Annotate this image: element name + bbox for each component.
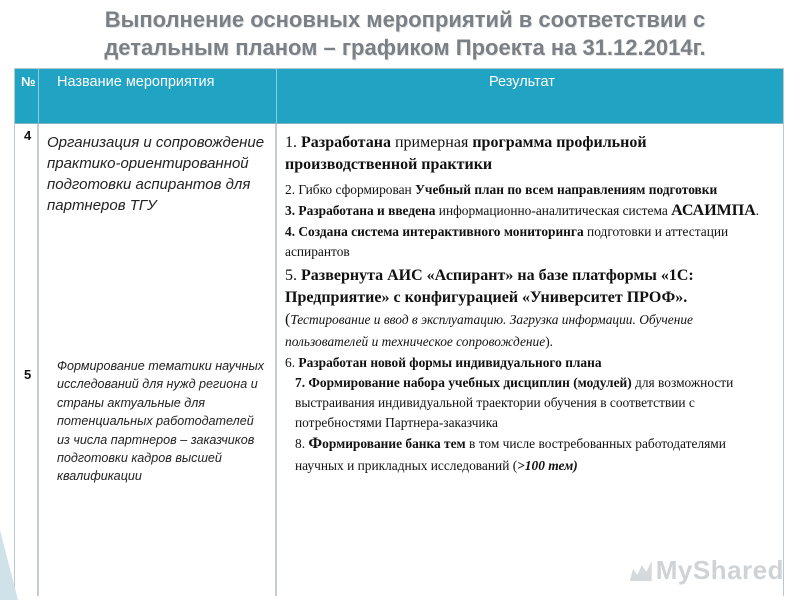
result-list xyxy=(285,132,775,477)
result-item-6: 6. Разработан новой формы индивидуального плана xyxy=(285,355,602,370)
row-number-4: 4 xyxy=(24,128,32,143)
table-header xyxy=(15,69,783,124)
result-item-1: 1. Разработана примерная программа профильной производственной практики xyxy=(285,134,647,173)
header-number: № xyxy=(15,69,39,123)
result-item-2: 2. Гибко сформирован Учебный план по всем направлениям подготовки xyxy=(285,182,718,197)
chart-icon xyxy=(630,561,652,581)
slide-title: Выполнение основных мероприятий в соответствии с детальным планом – графиком Проекта на 31.12.2014г. xyxy=(104,7,706,60)
header-activity-name: Название мероприятия xyxy=(39,69,277,123)
table-row xyxy=(15,124,783,596)
result-cell xyxy=(277,124,783,596)
watermark: MyShared xyxy=(630,555,784,586)
activity-name-5: Формирование тематики научных исследований для нужд региона и страны актуальные для потенциальных работодателей из числа партнеров – заказчиков подготовки кадров высшей квалификации xyxy=(57,359,265,484)
activity-name-cell xyxy=(39,124,277,596)
plan-table xyxy=(14,68,784,596)
header-result: Результат xyxy=(489,74,555,90)
activity-name-4: Организация и сопровождение практико-ориентированной подготовки аспирантов для партнеров ТГУ xyxy=(47,134,265,214)
number-cell xyxy=(15,124,39,596)
result-item-8: 8. Формирование банка тем в том числе востребованных работодателями научных и прикладных исследований (>100 тем) xyxy=(295,435,726,473)
row-number-5: 5 xyxy=(24,367,32,382)
corner-accent xyxy=(0,530,18,600)
result-item-7: 7. Формирование набора учебных дисциплин (модулей) для возможности выстраивания индивидуальной траектории обучения в соответствии с потребностями Партнера-заказчика xyxy=(295,375,734,430)
result-item-3: 3. Разработана и введена информационно-аналитическая система АСАИМПА. xyxy=(285,202,760,219)
result-item-5: 5. Развернута АИС «Аспирант» на базе платформы «1С: Предприятие» с конфигурацией «Университет ПРОФ». (Тестирование и ввод в эксплуатацию. Загрузка информации. Обучение пользователей и техническое сопровождение). xyxy=(285,267,694,349)
result-item-4: 4. Создана система интерактивного мониторинга подготовки и аттестации аспирантов xyxy=(285,224,729,259)
